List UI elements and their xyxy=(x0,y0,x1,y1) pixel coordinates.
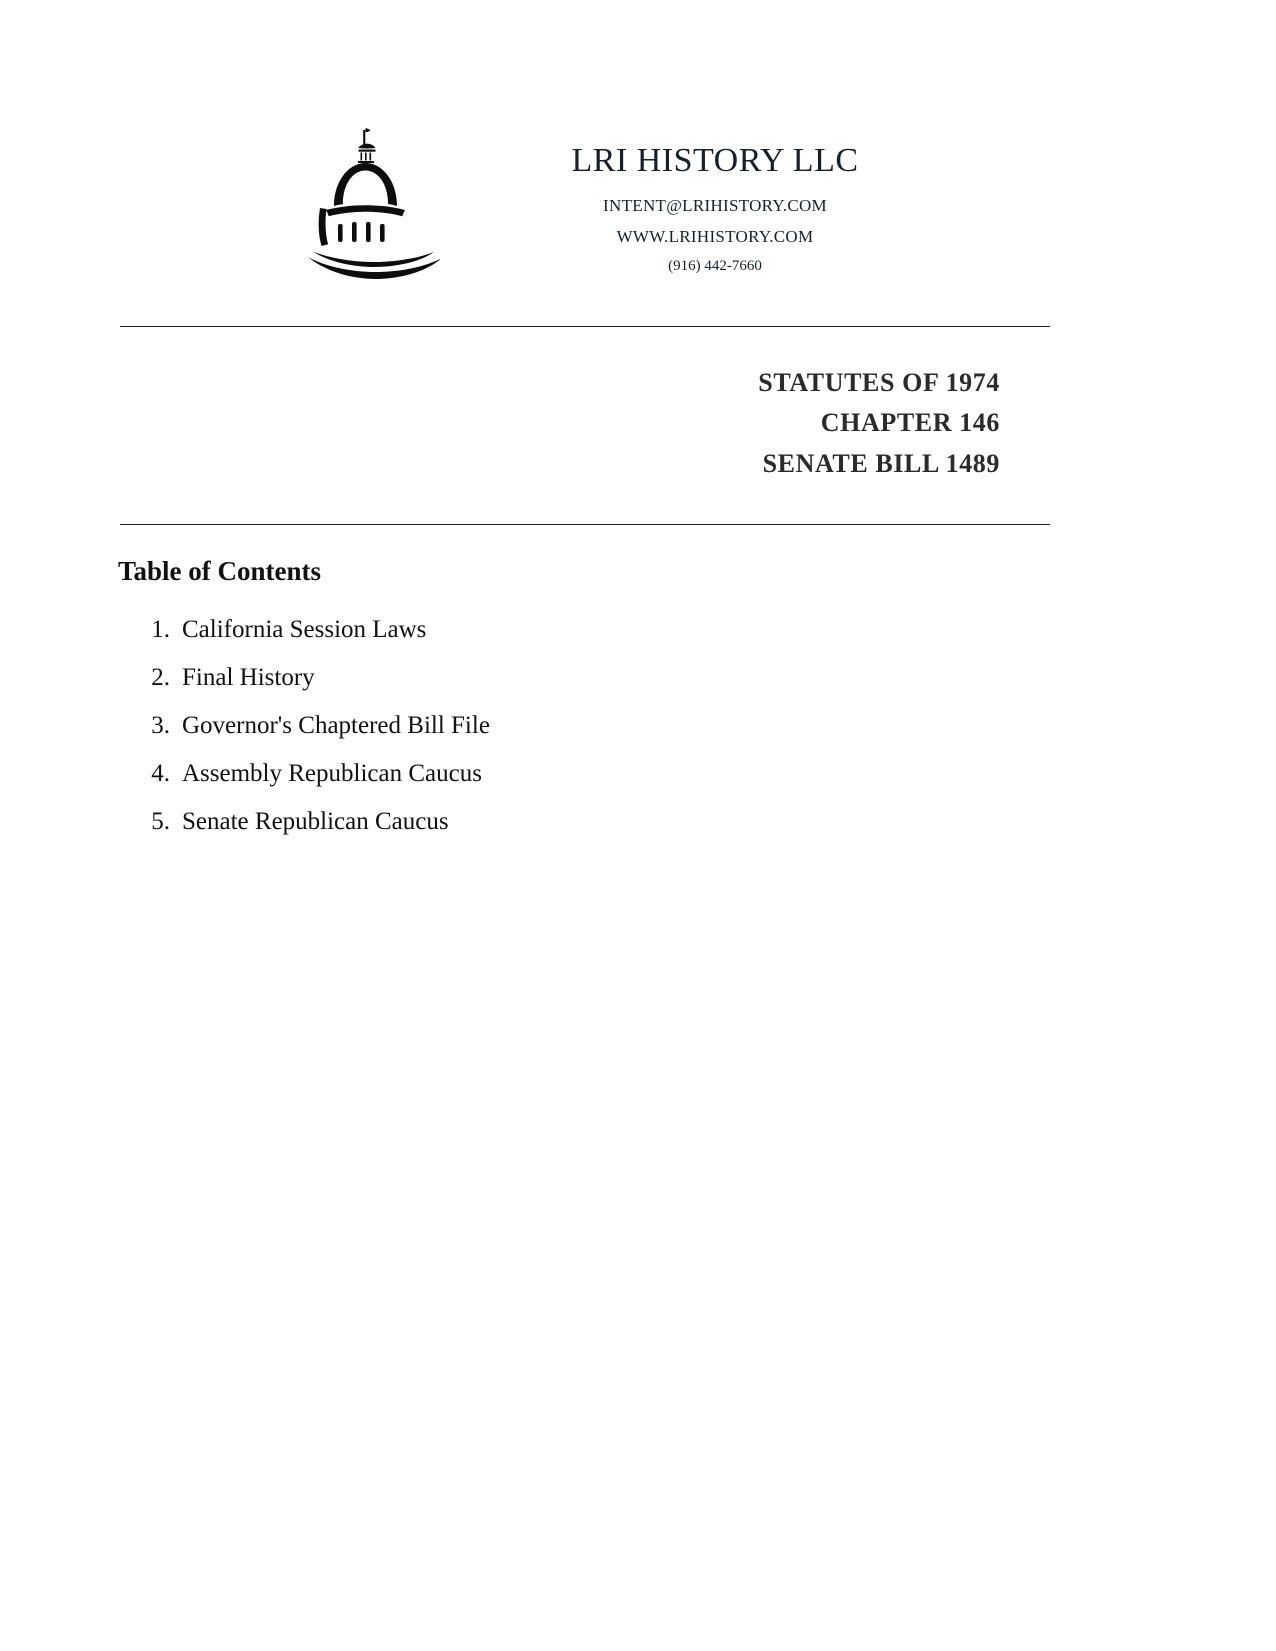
org-info xyxy=(440,120,990,275)
list-item-label: Final History xyxy=(182,664,315,691)
list-item-label: Senate Republican Caucus xyxy=(182,808,449,835)
org-name: LRI HISTORY LLC xyxy=(571,142,859,179)
title-chapter: CHAPTER 146 xyxy=(820,408,1000,438)
list-item-label: California Session Laws xyxy=(182,616,427,643)
list-item[interactable] xyxy=(118,761,818,786)
divider-top xyxy=(120,326,1050,327)
list-item-number: 2. xyxy=(151,664,170,691)
table-of-contents-heading: Table of Contents xyxy=(118,556,322,586)
org-phone: (916) 442-7660 xyxy=(668,258,762,274)
table-of-contents-list xyxy=(118,617,818,857)
capitol-dome-icon xyxy=(290,120,440,290)
document-title-block xyxy=(120,363,1000,484)
list-item[interactable] xyxy=(118,809,818,834)
title-bill-number: SENATE BILL 1489 xyxy=(762,448,1000,478)
list-item[interactable] xyxy=(118,617,818,642)
list-item-label: Governor's Chaptered Bill File xyxy=(182,712,490,739)
title-statutes-year: STATUTES OF 1974 xyxy=(758,368,1000,397)
org-email: INTENT@LRIHISTORY.COM xyxy=(603,196,827,215)
list-item-label: Assembly Republican Caucus xyxy=(182,760,482,787)
org-website: WWW.LRIHISTORY.COM xyxy=(616,227,814,246)
list-item-number: 1. xyxy=(151,616,170,643)
list-item[interactable] xyxy=(118,665,818,690)
letterhead xyxy=(290,120,990,290)
list-item-number: 3. xyxy=(151,712,170,739)
list-item-number: 5. xyxy=(151,808,170,835)
list-item[interactable] xyxy=(118,713,818,738)
list-item-number: 4. xyxy=(151,760,170,787)
divider-bottom xyxy=(120,524,1050,525)
